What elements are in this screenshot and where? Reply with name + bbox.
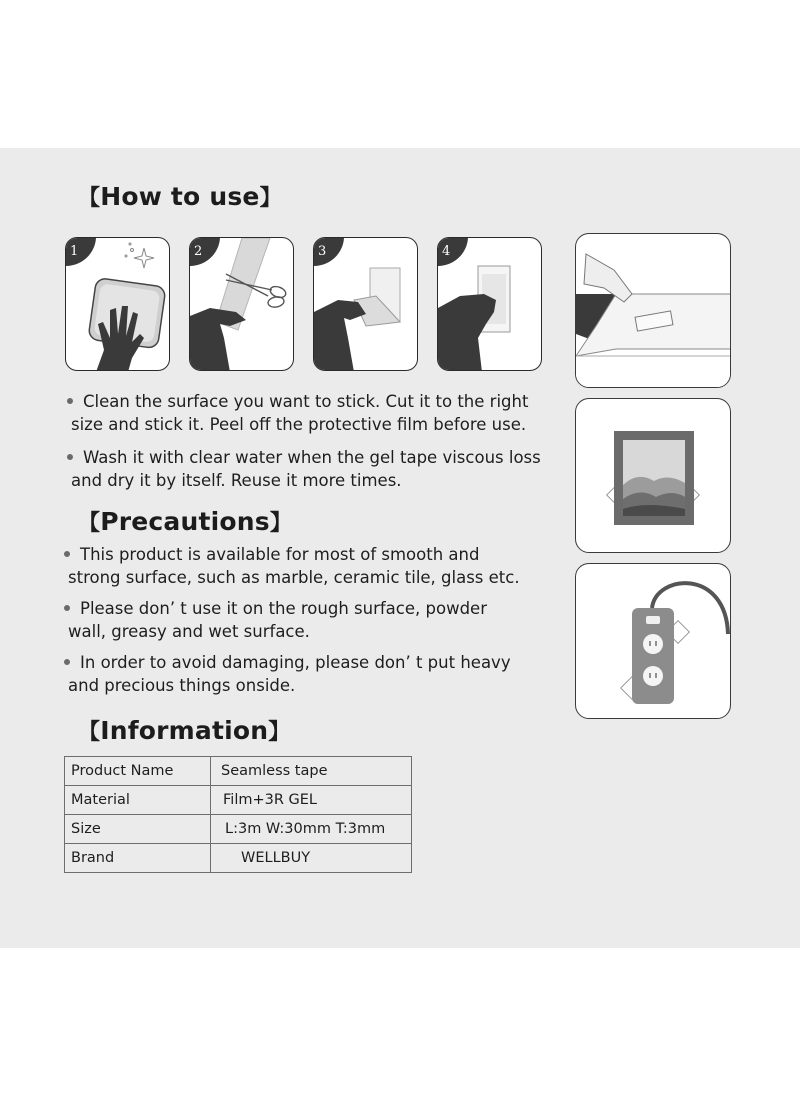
information-heading: 【Information】 bbox=[78, 716, 291, 745]
table-value: Seamless tape bbox=[211, 757, 412, 786]
svg-text:1: 1 bbox=[70, 244, 79, 259]
side-illustration-power-strip bbox=[575, 563, 731, 719]
svg-text:4: 4 bbox=[442, 244, 451, 259]
precaution-item-1: This product is available for most of smooth and strong surface, such as marble, ceramic tile, glass etc. bbox=[64, 543, 520, 589]
step-card-2 bbox=[189, 237, 294, 371]
table-key: Product Name bbox=[65, 757, 211, 786]
table-key: Size bbox=[65, 815, 211, 844]
bullet-icon bbox=[64, 605, 70, 611]
stick-tape-icon bbox=[438, 238, 542, 371]
bullet-icon bbox=[64, 551, 70, 557]
how-to-use-item-2: Wash it with clear water when the gel tape viscous loss and dry it by itself. Reuse it more times. bbox=[67, 446, 541, 492]
table-row bbox=[65, 786, 412, 815]
step-card-4 bbox=[437, 237, 542, 371]
precaution-item-3: In order to avoid damaging, please don’ t put heavy and precious things onside. bbox=[64, 651, 511, 697]
side-illustration-frame bbox=[575, 398, 731, 553]
table-value: WELLBUY bbox=[211, 844, 412, 873]
step-card-1 bbox=[65, 237, 170, 371]
precautions-heading: 【Precautions】 bbox=[78, 507, 293, 536]
how-to-use-heading: 【How to use】 bbox=[78, 182, 282, 211]
svg-text:3: 3 bbox=[318, 244, 327, 259]
bullet-icon bbox=[64, 659, 70, 665]
table-key: Material bbox=[65, 786, 211, 815]
table-edge-tape-icon bbox=[576, 234, 731, 388]
side-illustration-table bbox=[575, 233, 731, 388]
table-row bbox=[65, 844, 412, 873]
peel-film-icon bbox=[314, 238, 418, 371]
information-table bbox=[64, 756, 412, 873]
how-to-use-item-1: Clean the surface you want to stick. Cut it to the right size and stick it. Peel off the protective film before use. bbox=[67, 390, 528, 436]
power-strip-icon bbox=[576, 564, 731, 719]
wiping-hand-icon bbox=[66, 238, 170, 371]
bullet-icon bbox=[67, 454, 73, 460]
precaution-item-2: Please don’ t use it on the rough surface, powder wall, greasy and wet surface. bbox=[64, 597, 487, 643]
table-value: Film+3R GEL bbox=[211, 786, 412, 815]
table-value: L:3m W:30mm T:3mm bbox=[211, 815, 412, 844]
table-row bbox=[65, 757, 412, 786]
table-row bbox=[65, 815, 412, 844]
scissors-cut-icon bbox=[190, 238, 294, 371]
bullet-icon bbox=[67, 398, 73, 404]
svg-text:2: 2 bbox=[194, 244, 203, 259]
table-key: Brand bbox=[65, 844, 211, 873]
picture-frame-icon bbox=[576, 399, 731, 553]
step-card-3 bbox=[313, 237, 418, 371]
